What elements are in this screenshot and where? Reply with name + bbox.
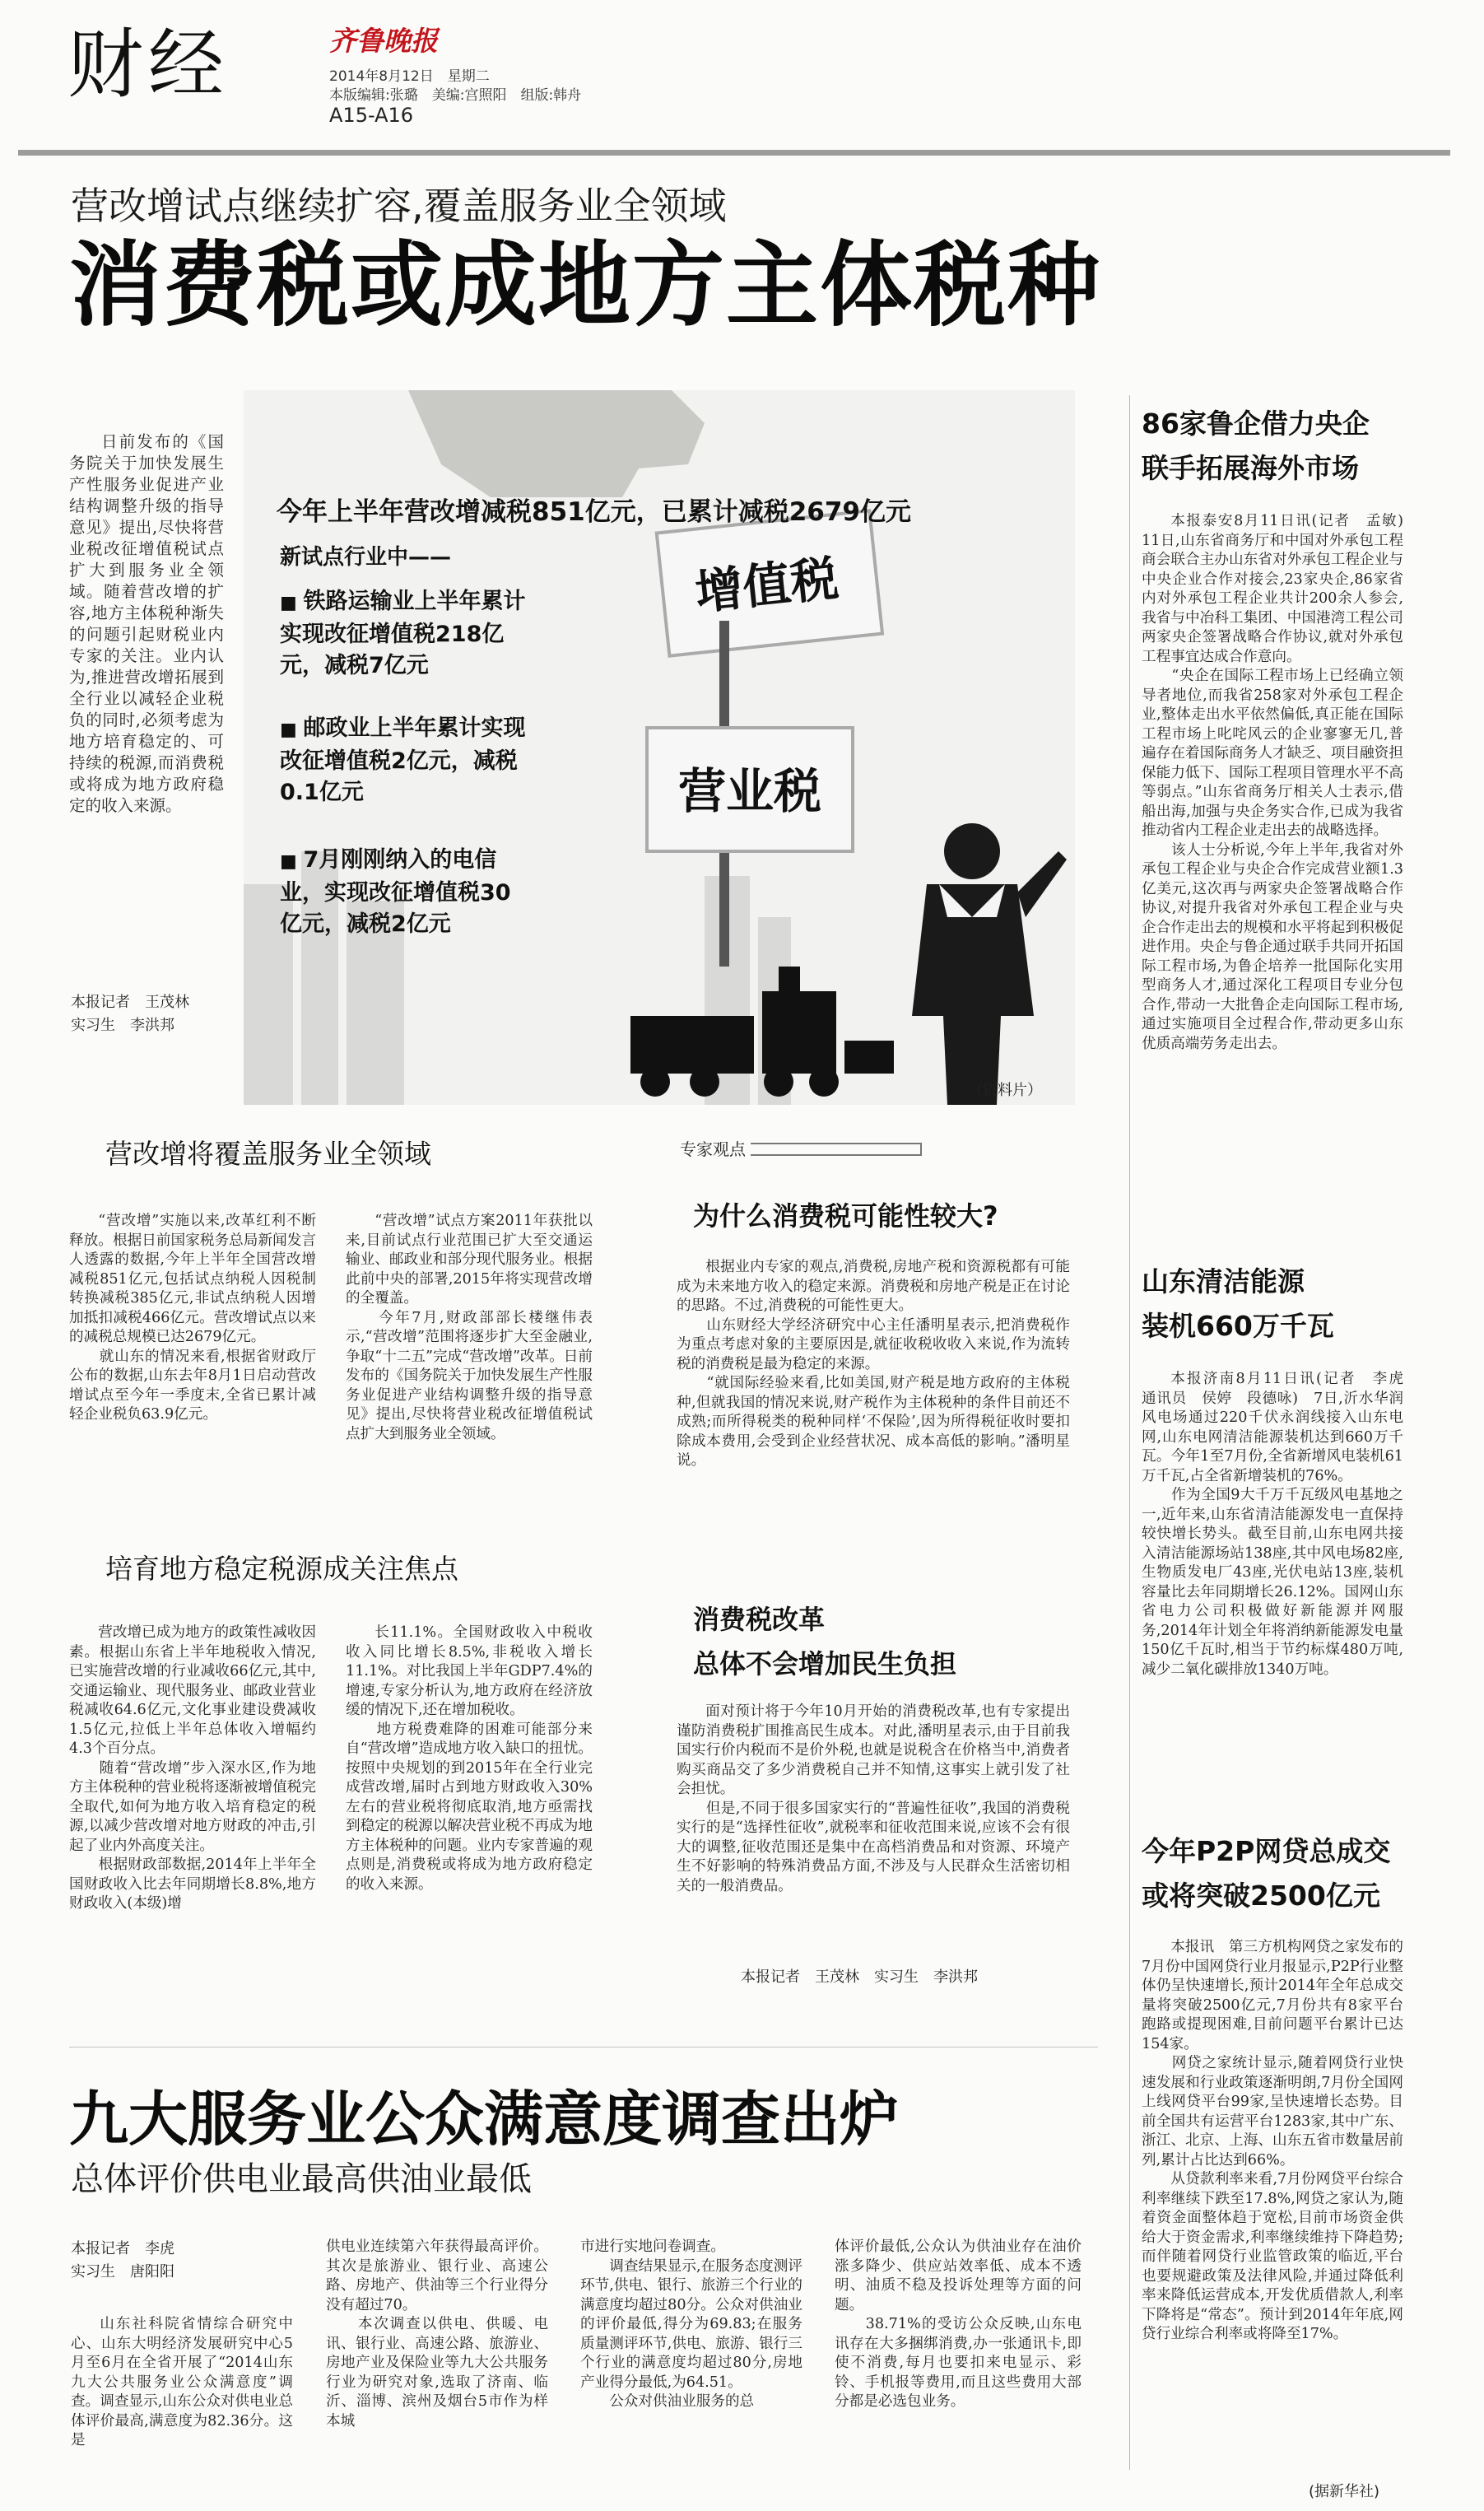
issue-date: 2014年8月12日 星期二: [329, 68, 490, 85]
lead-kicker: 营改增试点继续扩容,覆盖服务业全领域: [71, 184, 727, 228]
section2-col1: 营改增已成为地方的政策性减收因素。根据山东省上半年地税收入情况,已实施营改增的行业减收66亿元,其中,交通运输业、现代服务业、邮政业营业税减收64.6亿元,文化事业建设费减收1.5亿元,拉低上半年总体收入增幅约4.3个百分点。 随着“营改增”步入深水区,作为地方主体税种的营业税将逐渐被增值税完全取代,如何为地方收入培育稳定的税源,以减少营改增对地方财政的冲击,引起了业内外高度关注。 根据财政部数据,2014年上半年全国财政收入比去年同期增长8.8%,地方财政收入(本级)增: [69, 1624, 316, 1912]
infographic: [244, 390, 1075, 1105]
masthead: [0, 0, 1484, 156]
page-numbers: A15-A16: [329, 104, 414, 127]
waiter-figure: [912, 823, 1067, 1105]
survey-col1: 山东社科院省情综合研究中心、山东大明经济发展研究中心5月至6月在全省开展了“2014山东九大公共服务业公众满意度”调查。调查显示,山东公众对供电业总体评价最高,满意度为82.36分。这是: [71, 2316, 293, 2448]
sidebar-a3-body: 本报讯 第三方机构网贷之家发布的7月份中国网贷行业月报显示,P2P行业整体仍呈快速增长,预计2014年全年总成交量将突破2500亿元,7月份共有8家平台跑路或提现困难,目前问题平台累计已达154家。 网贷之家统计显示,随着网贷行业快速发展和行业政策逐渐明朗,7月份全国网上线网贷平台99家,呈快速增长态势。目前全国共有运营平台1283家,其中广东、浙江、北京、上海、山东五省市数量居前列,累计占比达到66%。 从贷款利率来看,7月份网贷平台综合利率继续下跌至17.8%,网贷之家认为,随着资金面整体趋于宽松,目前市场资金供给大于资金需求,利率继续维持下降趋势;而伴随着网贷行业监管政策的临近,平台也要规避政策及法律风险,并通过降低利率来降低运营成本,开发优质借款人,利率下降将是“常态”。预计到2014年年底,网贷行业综合利率或将降至17%。: [1142, 1939, 1403, 2342]
sign-vat: 增值税: [692, 550, 841, 621]
expert-panel: [658, 1136, 1086, 2025]
lead-headline: 消费税或成地方主体税种: [69, 232, 1101, 339]
paper-logo: 齐鲁晚报: [329, 25, 438, 57]
sidebar-a1-body: 本报泰安8月11日讯(记者 孟敏) 11日,山东省商务厅和中国对外承包工程商会联合主办山东省对外承包工程企业与中央企业合作对接会,23家央企,86家省内对外承包工程企业共计200余人参会,我省与中冶科工集团、中国港湾工程公司两家央企签署战略合作协议,就对外承包工程事宜达成合作意向。 “央企在国际工程市场上已经确立领导者地位,而我省258家对外承包工程企业,整体走出水平依然偏低,真正能在国际工程市场上叱咤风云的企业寥寥无几,普遍存在着国际商务人才缺乏、项目融资担保能力低下、国际工程项目管理水平不高等弱点。”山东省商务厅相关人士表示,借船出海,加强与央企务实合作,已成为我省推动省内工程企业走出去的战略选择。 该人士分析说,今年上半年,我省对外承包工程企业与央企合作完成营业额1.3亿美元,这次再与两家央企签署战略合作协议,对提升我省对外承包工程企业与央企合作走出去的规模和水平将起到积极促进作用。央企与鲁企通过联手共同开拓国际工程市场,为鲁企培养一批国际化实用型商务人才,通过深化工程项目专业分包合作,带动一大批鲁企走向国际工程市场,通过实施项目全过程合作,带动更多山东优质高端劳务走出去。: [1142, 513, 1403, 1052]
sidebar-a2-heading: 山东清洁能源 装机660万千瓦: [1142, 1265, 1334, 1342]
survey-headline: 九大服务业公众满意度调查出炉: [69, 2085, 900, 2154]
survey-col4: 体评价最低,公众认为供油业存在油价涨多降少、供应站效率低、成本不透明、油质不稳及投诉处理等方面的问题。 38.71%的受访公众反映,山东电讯存在大多捆绑消费,办一张通讯卡,即使不消费,每月也要扣来电显示、彩铃、手机报等费用,而且这些费用大部分都是必选包业务。: [835, 2238, 1082, 2410]
lead-byline: 本报记者 王茂林 实习生 李洪邦: [71, 994, 189, 1034]
sidebar-a3-source: (据新华社): [1309, 2483, 1380, 2500]
sidebar-a1-heading: 86家鲁企借力央企 联手拓展海外市场: [1142, 408, 1370, 484]
expert-label: 专家观点: [658, 1136, 751, 1160]
survey-col2: 供电业连续第六年获得最高评价。其次是旅游业、银行业、高速公路、房地产、供油等三个行业得分没有超过70。 本次调查以供电、供暖、电讯、银行业、高速公路、旅游业、房地产业及保险业等九大公共服务行业为研究对象,选取了济南、临沂、淄博、滨州及烟台5市作为样本城: [326, 2238, 548, 2429]
sign-business-tax: 营业税: [677, 763, 821, 819]
sidebar-divider: [1129, 395, 1130, 2470]
section1-col2: “营改增”试点方案2011年获批以来,目前试点行业范围已扩大至交通运输业、邮政业和部分现代服务业。根据此前中央的部署,2015年将实现营改增的全覆盖。 今年7月,财政部部长楼继伟表示,“营改增”范围将逐步扩大至金融业,争取“十二五”完成“营改增”改革。日前发布的《国务院关于加快发展生产性服务业促进产业结构调整升级的指导意见》提出,尽快将营业税改征增值税试点扩大到服务业全领域。: [346, 1213, 593, 1442]
expert-q2-heading: 消费税改革 总体不会增加民生负担: [693, 1604, 957, 1679]
expert-byline: 本报记者 王茂林 实习生 李洪邦: [741, 1968, 978, 1986]
expert-q2-body: 面对预计将于今年10月开始的消费税改革,也有专家提出谨防消费税扩围推高民生成本。对此,潘明星表示,由于目前我国实行价内税而不是价外税,也就是说税含在价格当中,消费者购买商品交了多少消费税自己并不知情,这事实上就引发了社会担忧。 但是,不同于很多国家实行的“普遍性征收”,我国的消费税实行的是“选择性征收”,就税率和征收范围来说,应该不会有很大的调整,征收范围还是集中在高档消费品和对资源、环境产生不好影响的特殊消费品方面,不涉及与人民群众生活密切相关的一般消费品。: [677, 1703, 1070, 1894]
lead-intro: 日前发布的《国务院关于加快发展生产性服务业促进产业结构调整升级的指导意见》提出,尽快将营业税改征增值税试点扩大到服务业全领域。随着营改增的扩容,地方主体税种渐失的问题引起财税业内专家的关注。业内认为,推进营改增拓展到全行业以减轻企业税负的同时,必须考虑为地方培育稳定的、可持续的税源,而消费税或将成为地方政府稳定的收入来源。: [69, 432, 224, 815]
infographic-item: ■ 铁路运输业上半年累计实现改征增值税218亿元，减税7亿元: [280, 589, 526, 678]
survey-byline: 本报记者 李虎 实习生 唐阳阳: [71, 2240, 174, 2280]
expert-q1-body: 根据业内专家的观点,消费税,房地产税和资源税都有可能成为未来地方收入的稳定来源。消费税和房地产税是正在讨论的思路。不过,消费税的可能性更大。 山东财经大学经济研究中心主任潘明星表示,把消费税作为重点考虑对象的主要原因是,就征收税收收入来说,作为流转税的消费税是最为稳定的来源。 “就国际经验来看,比如美国,财产税是地方政府的主体税种,但就我国的情况来说,财产税作为主体税种的条件目前还不成熟;而所得税类的税种同样‘不保险’,因为所得税征收时要扣除成本费用,会受到企业经营状况、成本高低的影响。”潘明星说。: [677, 1259, 1070, 1469]
masthead-rule: [18, 150, 1450, 156]
section2-col2: 长11.1%。全国财政收入中税收收入同比增长8.5%,非税收入增长11.1%。对比我国上半年GDP7.4%的增速,专家分析认为,地方政府在经济放缓的情况下,还在增加税收。 地方税费难降的困难可能部分来自“营改增”造成地方收入缺口的扭忧。按照中央规划的到2015年在全行业完成营改增,届时占到地方财政收入30%左右的营业税将彻底取消,地方亟需找到稳定的税源以解决营业税不再成为地方主体税种的问题。业内专家普遍的观点则是,消费税或将成为地方政府稳定的收入来源。: [346, 1624, 593, 1893]
editor-credits: 本版编辑:张璐 美编:宫照阳 组版:韩舟: [329, 87, 582, 104]
bullet-icon: ■: [280, 593, 304, 613]
bullet-icon: ■: [280, 851, 304, 872]
infographic-item: ■ 邮政业上半年累计实现改征增值税2亿元，减税0.1亿元: [280, 715, 526, 805]
sidebar-a2-body: 本报济南8月11日讯(记者 李虎 通讯员 侯婷 段德咏) 7日,沂水华润风电场通过220千伏永润线接入山东电网,山东电网清洁能源装机达到660万千瓦。今年1至7月份,全省新增风电装机61万千瓦,占全省新增装机的76%。 作为全国9大千万千瓦级风电基地之一,近年来,山东省清洁能源发电一直保持较快增长势头。截至目前,山东电网共接入清洁能源场站138座,其中风电场82座,生物质发电厂43座,光伏电站13座,装机容量比去年同期增长26.12%。国网山东省电力公司积极做好新能源并网服务,2014年计划全年将消纳新能源发电量150亿千瓦时,相当于节约标煤480万吨,减少二氧化碳排放1340万吨。: [1142, 1371, 1403, 1678]
bullet-icon: ■: [280, 720, 304, 740]
infographic-credit: （资料片）: [968, 1082, 1042, 1099]
section2-heading: 培育地方稳定税源成关注焦点: [105, 1553, 458, 1585]
survey-subhead: 总体评价供电业最高供油业最低: [71, 2160, 532, 2198]
infographic-item: ■ 7月刚刚纳入的电信业，实现改征增值税30亿元，减税2亿元: [280, 847, 511, 937]
hand-shape: [408, 390, 705, 497]
infographic-subhead: 新试点行业中——: [280, 545, 452, 570]
expert-q1-heading: 为什么消费税可能性较大?: [693, 1200, 998, 1232]
infographic-headline: 今年上半年营改增减税851亿元，已累计减税2679亿元: [277, 497, 911, 527]
section1-col1: “营改增”实施以来,改革红利不断释放。根据日前国家税务总局新闻发言人透露的数据,今年上半年全国营改增减税851亿元,包括试点纳税人因税制转换减税385亿元,非试点纳税人因增加抵扣减税466亿元。营改增试点以来的减税总规模已达2679亿元。 就山东的情况来看,根据省财政厅公布的数据,山东去年8月1日启动营改增试点至今年一季度末,全省已累计减轻企业税负63.9亿元。: [69, 1213, 316, 1423]
section1-heading: 营改增将覆盖服务业全领域: [105, 1138, 431, 1170]
sidebar-a3-heading: 今年P2P网贷总成交 或将突破2500亿元: [1142, 1835, 1391, 1912]
section-title: 财经: [67, 21, 230, 109]
survey-col3: 市进行实地问卷调查。 调查结果显示,在服务态度测评环节,供电、银行、旅游三个行业的满意度均超过80分。公众对供油业的评价最低,得分为69.83;在服务质量测评环节,供电、旅游、银行三个行业的满意度均超过80分,房地产业得分最低,为64.51。 公众对供油业服务的总: [580, 2238, 802, 2410]
